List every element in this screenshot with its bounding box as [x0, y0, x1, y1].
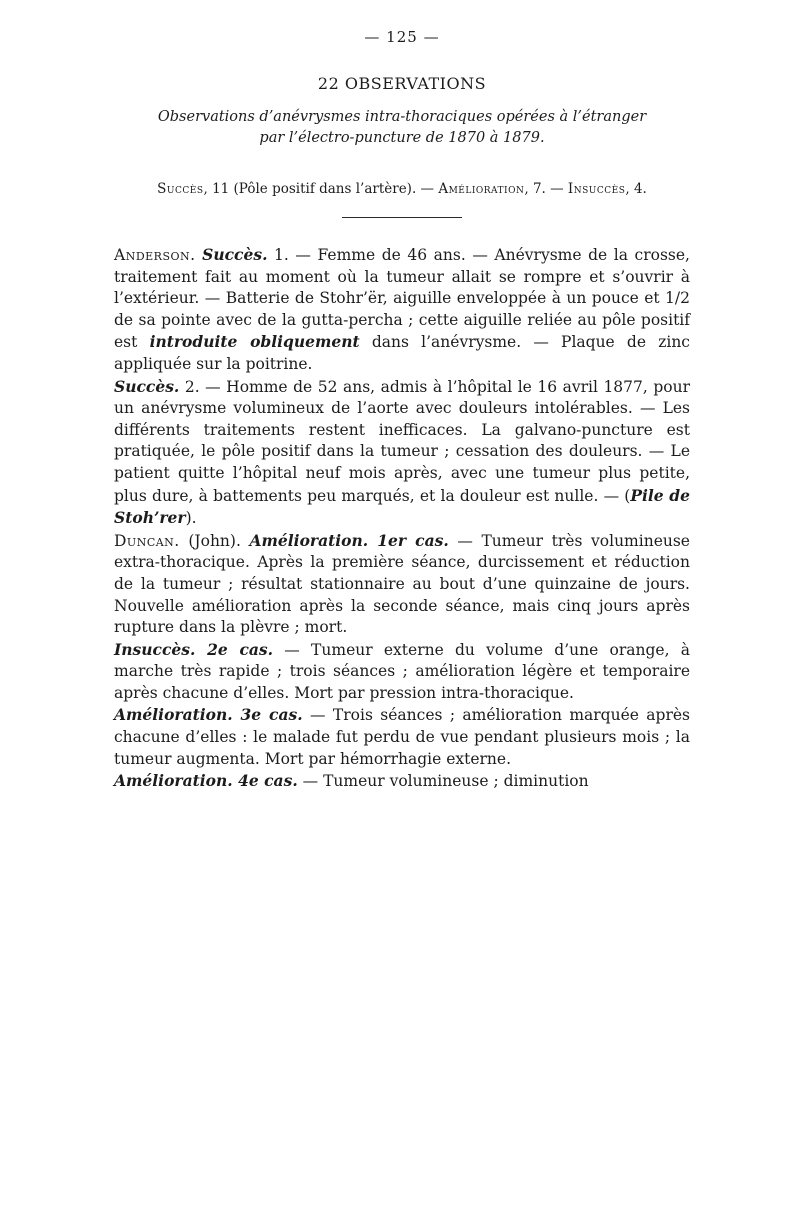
anderson-case2-text-b: ). [185, 509, 197, 528]
results-summary [124, 179, 680, 199]
anderson-case2-text-a: 2. — Homme de 52 ans, admis à l’hôpital le 16 avril 1877, pour un anévrysme volumineux de l’aorte avec douleurs intolérables. — Les différents traitements restent inefficaces. La galvano-puncture est pratiquée, le pôle positif dans la tumeur ; cessation des douleurs. — Le patient quitte l’hôpital neuf mois après, avec une tumeur plus petite, plus dure, à battements peu marqués, et la douleur est nulle. — ( [114, 377, 690, 505]
duncan-case4-text: — Tumeur volumineuse ; diminution [297, 772, 589, 791]
anderson-case2-label: Succès. [114, 376, 180, 396]
duncan-author-first: (John). [179, 531, 250, 550]
duncan-case4-num: 4e cas. [232, 771, 298, 791]
duncan-case-1 [114, 530, 690, 639]
summary-insucces-label: Insuccès [567, 181, 626, 197]
duncan-case-4 [114, 770, 690, 793]
summary-amelioration-label: Amélioration [438, 181, 525, 197]
duncan-case2-num: 2e cas. [195, 639, 274, 659]
anderson-case-1 [114, 244, 690, 376]
duncan-author: Duncan. [114, 531, 180, 550]
duncan-case3-text: — Trois séances ; amélioration marquée après chacune d’elles : le malade fut perdu de vue pendant plusieurs mois ; la tumeur augmenta. Mort par hémorrhagie externe. [114, 706, 691, 768]
duncan-case4-label: Amélioration. [114, 771, 233, 791]
duncan-case2-text: — Tumeur externe du volume d’une orange, à marche très rapide ; trois séances ; amélioration légère et temporaire après chacune d’elles. Mort par pression intra-thoracique. [114, 640, 690, 702]
anderson-case1-label: Succès. [202, 245, 268, 264]
anderson-case-2 [114, 376, 690, 530]
anderson-case1-emphasis: introduite obliquement [149, 332, 360, 352]
duncan-case3-num: 3e cas. [232, 705, 303, 725]
summary-succes-label: Succès [157, 181, 204, 197]
anderson-case1-text-b: dans l’anévrysme. — Plaque de zinc appliquée sur la poitrine. [114, 333, 690, 373]
duncan-case1-label: Amélioration. [249, 530, 369, 550]
duncan-case2-label: Insuccès. [114, 639, 196, 659]
duncan-case3-label: Amélioration. [114, 705, 233, 725]
page-title: 22 OBSERVATIONS [317, 74, 487, 93]
duncan-case1-num: 1er cas. [368, 530, 449, 550]
summary-succes-text: , 11 (Pôle positif dans l’artère). — [203, 181, 439, 197]
anderson-author: Anderson. [114, 246, 196, 264]
anderson-case1-text-a: 1. — Femme de 46 ans. — Anévrysme de la crosse, traitement fait au moment où la tumeur allait se rompre et s’ouvrir à l’extérieur. — Batterie de Stohr’ër, aiguille enveloppée à un pouce et 1/2 de sa pointe avec de la gutta-percha ; cette aiguille reliée au pôle positif est [114, 246, 690, 352]
subtitle: Observations d’anévrysmes intra-thoraciques opérées à l’étranger par l’électro-puncture de 1870 à 1879. [157, 109, 647, 146]
duncan-case-2 [114, 639, 690, 705]
page-number: — 125 — [364, 28, 440, 46]
duncan-case-3 [114, 704, 690, 770]
duncan-case1-text: — Tumeur très volumineuse extra-thoracique. Après la première séance, durcissement et réduction de la tumeur ; résultat stationnaire au bout d’une quinzaine de jours. Nouvelle amélioration après la seconde séance, mais cinq jours après rupture dans la plèvre ; mort. [114, 531, 690, 637]
summary-amelioration-text: , 7. — [524, 181, 568, 197]
anderson-case2-emphasis: Pile de Stoh’rer [114, 485, 690, 528]
summary-insucces-text: , 4. [625, 181, 647, 197]
section-divider [342, 217, 462, 218]
